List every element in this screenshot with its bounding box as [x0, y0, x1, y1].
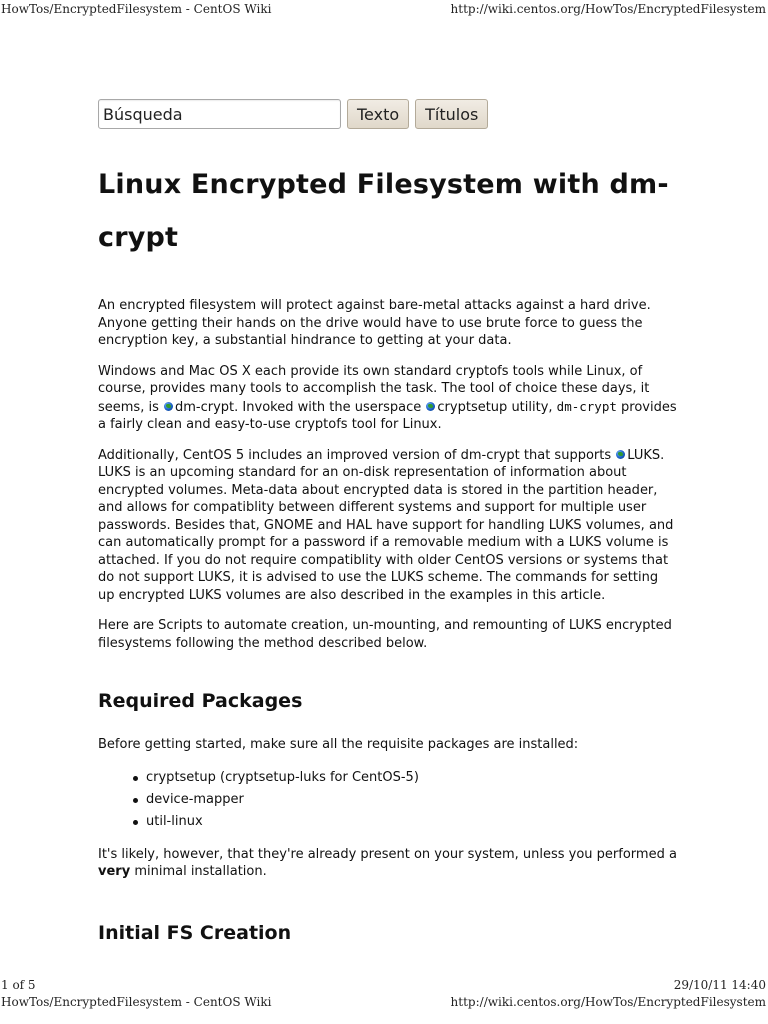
- package-list: [98, 767, 678, 833]
- print-footer-info: [0, 978, 768, 992]
- print-header: [0, 2, 768, 16]
- search-input[interactable]: [98, 99, 341, 129]
- requirements-intro: Before getting started, make sure all the requisite packages are installed:: [98, 737, 579, 752]
- title-search-button[interactable]: Títulos: [415, 99, 488, 129]
- search-bar: [98, 98, 678, 130]
- print-footer-url: http://wiki.centos.org/HowTos/EncryptedFilesystem: [450, 995, 766, 1009]
- tools-paragraph: Windows and Mac OS X each provide its own standard cryptofs tools while Linux, of course, provides many tools to accomplish the task. The tool of choice these days, it seems, is dm-crypt. Invoked with the userspace cryptsetup utility, dm-crypt provides a fairly clean and easy-to-use cryptofs tool for Linux.: [98, 363, 677, 432]
- list-item: util-linux: [146, 811, 678, 833]
- cryptsetup-link[interactable]: cryptsetup: [437, 399, 508, 415]
- globe-icon: [164, 402, 173, 411]
- globe-icon: [616, 450, 625, 459]
- luks-paragraph: Additionally, CentOS 5 includes an improved version of dm-crypt that supports LUKS. LUKS is an upcoming standard for an on-disk representation of information about encrypted volumes. Meta-data about encrypted data is stored in the partition header, and allows for compatiblity between different systems and support for multiple user passwords. Besides that, GNOME and HAL have support for handling LUKS volumes, and can automatically prompt for a password if a removable medium with a LUKS volume is attached. If you do not require compatiblity with older CentOS versions or systems that do not support LUKS, it is advised to use the LUKS scheme. The commands for setting up encrypted LUKS volumes are also described in the examples in this article.: [98, 447, 674, 603]
- list-item: cryptsetup (cryptsetup-luks for CentOS-5): [146, 767, 678, 789]
- dm-crypt-link[interactable]: dm-crypt: [175, 399, 235, 415]
- page-title: Linux Encrypted Filesystem with dm-crypt: [98, 169, 669, 253]
- print-page-url: http://wiki.centos.org/HowTos/EncryptedFilesystem: [450, 2, 766, 16]
- emphasis: very: [98, 864, 131, 879]
- article-content: [98, 98, 678, 945]
- required-packages-heading: Required Packages: [98, 690, 303, 712]
- globe-icon: [426, 402, 435, 411]
- scripts-paragraph: Here are Scripts to automate creation, un-mounting, and remounting of LUKS encrypted filesystems following the method described below.: [98, 618, 672, 651]
- page-number: 1 of 5: [1, 978, 36, 992]
- luks-link[interactable]: LUKS: [627, 447, 661, 463]
- print-page-title: HowTos/EncryptedFilesystem - CentOS Wiki: [1, 2, 272, 16]
- print-footer: [0, 995, 768, 1009]
- intro-paragraph: An encrypted filesystem will protect against bare-metal attacks against a hard drive. Anyone getting their hands on the drive would have to use brute force to guess the encryption key, a substantial hindrance to getting at your data.: [98, 298, 651, 348]
- initial-fs-creation-heading: Initial FS Creation: [98, 921, 292, 944]
- text-search-button[interactable]: Texto: [347, 99, 409, 129]
- installation-note: It's likely, however, that they're already present on your system, unless you performed a very minimal installation.: [98, 846, 677, 879]
- print-footer-title: HowTos/EncryptedFilesystem - CentOS Wiki: [1, 995, 272, 1009]
- list-item: device-mapper: [146, 789, 678, 811]
- print-datetime: 29/10/11 14:40: [673, 978, 766, 992]
- inline-code: dm-crypt: [556, 398, 617, 414]
